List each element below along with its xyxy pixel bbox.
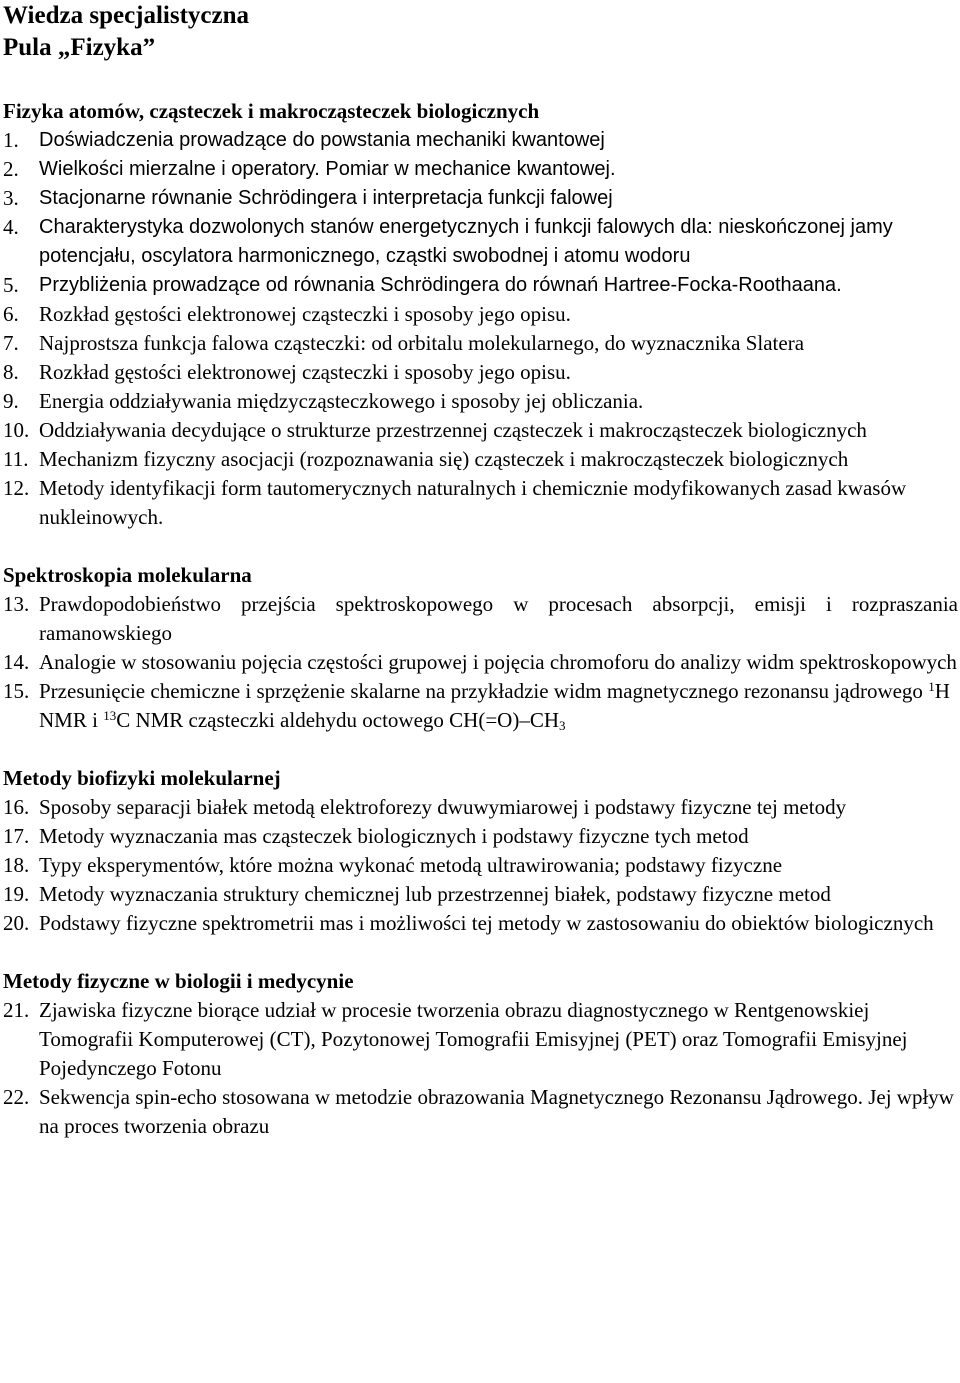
subscript: 3 [559, 718, 566, 733]
item-text-part: H NMR i [39, 679, 950, 732]
item-number: 14. [3, 650, 30, 674]
document-header [3, 0, 960, 97]
item-number: 7. [3, 331, 19, 355]
item-text: Najprostsza funkcja falowa cząsteczki: od orbitalu molekularnego, do wyznacznika Slatera [39, 331, 805, 355]
item-text-part: C NMR cząsteczki aldehydu octowego CH(=O) [116, 708, 520, 732]
item-text: Analogie w stosowaniu pojęcia częstości grupowej i pojęcia chromoforu do analizy widm spektroskopowych [39, 650, 957, 674]
item-number: 3. [3, 186, 19, 210]
list-item [3, 996, 960, 1083]
item-text: Metody wyznaczania struktury chemicznej lub przestrzennej białek, podstawy fizyczne metod [39, 882, 831, 906]
list-item [3, 445, 960, 474]
item-number: 12. [3, 476, 30, 500]
document-title: Wiedza specjalistyczna [3, 2, 250, 29]
section-atomic-physics [3, 97, 960, 532]
item-number: 20. [3, 911, 30, 935]
list-item [3, 184, 960, 213]
item-number: 10. [3, 418, 30, 442]
item-number: 5. [3, 273, 19, 297]
item-number: 2. [3, 157, 19, 181]
list-item [3, 909, 960, 938]
item-number: 19. [3, 882, 30, 906]
section-heading: Spektroskopia molekularna [3, 563, 252, 587]
section-spacer [3, 735, 960, 764]
item-text: Charakterystyka dozwolonych stanów energetycznych i funkcji falowych dla: nieskończonej jamy potencjału, oscylatora harmonicznego, cząstki swobodnej i atomu wodoru [39, 216, 893, 267]
item-text: Typy eksperymentów, które można wykonać metodą ultrawirowania; podstawy fizyczne [39, 853, 783, 877]
item-text: Rozkład gęstości elektronowej cząsteczki i sposoby jego opisu. [39, 302, 571, 326]
item-text: Metody wyznaczania mas cząsteczek biologicznych i podstawy fizyczne tych metod [39, 824, 749, 848]
item-text: Przybliżenia prowadzące od równania Schrödingera do równań Hartree-Focka-Roothaana. [39, 274, 842, 296]
section-spacer [3, 532, 960, 561]
item-number: 18. [3, 853, 30, 877]
list-item [3, 271, 960, 300]
section-heading: Fizyka atomów, cząsteczek i makrocząsteczek biologicznych [3, 99, 540, 123]
item-number: 21. [3, 998, 30, 1022]
item-text: Oddziaływania decydujące o strukturze przestrzennej cząsteczek i makrocząsteczek biologicznych [39, 418, 867, 442]
item-text: Doświadczenia prowadzące do powstania mechaniki kwantowej [39, 129, 605, 151]
item-text: Metody identyfikacji form tautomerycznych naturalnych i chemicznie modyfikowanych zasad kwasów nukleinowych. [39, 476, 907, 529]
section-heading: Metody biofizyki molekularnej [3, 766, 281, 790]
list-item [3, 822, 960, 851]
list-item [3, 793, 960, 822]
list-item [3, 358, 960, 387]
item-text: Energia oddziaływania międzycząsteczkowego i sposoby jej obliczania. [39, 389, 644, 413]
item-number: 16. [3, 795, 30, 819]
document-subtitle: Pula „Fizyka” [3, 34, 156, 61]
item-text: Rozkład gęstości elektronowej cząsteczki i sposoby jego opisu. [39, 360, 571, 384]
item-number: 4. [3, 215, 19, 239]
list-item [3, 155, 960, 184]
section-spacer [3, 938, 960, 967]
item-text: Prawdopodobieństwo przejścia spektroskopowego w procesach absorpcji, emisji i rozpraszania ramanowskiego [39, 592, 958, 645]
item-text: Zjawiska fizyczne biorące udział w procesie tworzenia obrazu diagnostycznego w Rentgenowskiej Tomografii Komputerowej (CT), Pozytonowej Tomografii Emisyjnej (PET) oraz Tomografii Emisyjnej Pojedynczego Fotonu [39, 998, 908, 1080]
list-item [3, 648, 960, 677]
item-text: Sekwencja spin-echo stosowana w metodzie obrazowania Magnetycznego Rezonansu Jądrowego. Jej wpływ na proces tworzenia obrazu [39, 1085, 954, 1138]
item-text: Wielkości mierzalne i operatory. Pomiar w mechanice kwantowej. [39, 158, 616, 180]
item-text: Sposoby separacji białek metodą elektroforezy dwuwymiarowej i podstawy fizyczne tej metody [39, 795, 847, 819]
list-item [3, 851, 960, 880]
list-item [3, 213, 960, 271]
item-number: 6. [3, 302, 19, 326]
item-number: 17. [3, 824, 30, 848]
list-item [3, 880, 960, 909]
list-item [3, 590, 960, 648]
list-item [3, 126, 960, 155]
item-number: 9. [3, 389, 19, 413]
item-text [39, 677, 960, 735]
item-number: 22. [3, 1085, 30, 1109]
superscript: 1 [928, 679, 935, 694]
section-physical-methods [3, 967, 960, 1141]
list-item [3, 300, 960, 329]
item-number: 15. [3, 679, 30, 703]
list-item [3, 329, 960, 358]
list-item [3, 677, 960, 735]
item-number: 11. [3, 447, 29, 471]
list-item [3, 474, 960, 532]
item-text: Mechanizm fizyczny asocjacji (rozpoznawania się) cząsteczek i makrocząsteczek biologicznych [39, 447, 849, 471]
item-text-part: CH [529, 708, 560, 732]
superscript: 13 [103, 708, 117, 723]
section-molecular-biophysics [3, 764, 960, 938]
item-text: Podstawy fizyczne spektrometrii mas i możliwości tej metody w zastosowaniu do obiektów biologicznych [39, 911, 934, 935]
list-item [3, 1083, 960, 1141]
item-text: Stacjonarne równanie Schrödingera i interpretacja funkcji falowej [39, 187, 613, 209]
item-text-part: Przesunięcie chemiczne i sprzężenie skalarne na przykładzie widm magnetycznego rezonansu jądrowego [39, 679, 929, 703]
section-spectroscopy [3, 561, 960, 735]
item-number: 8. [3, 360, 19, 384]
item-number: 1. [3, 128, 19, 152]
list-item [3, 416, 960, 445]
list-item [3, 387, 960, 416]
item-number: 13. [3, 592, 30, 616]
bond-dash: – [519, 708, 530, 732]
section-heading: Metody fizyczne w biologii i medycynie [3, 969, 354, 993]
